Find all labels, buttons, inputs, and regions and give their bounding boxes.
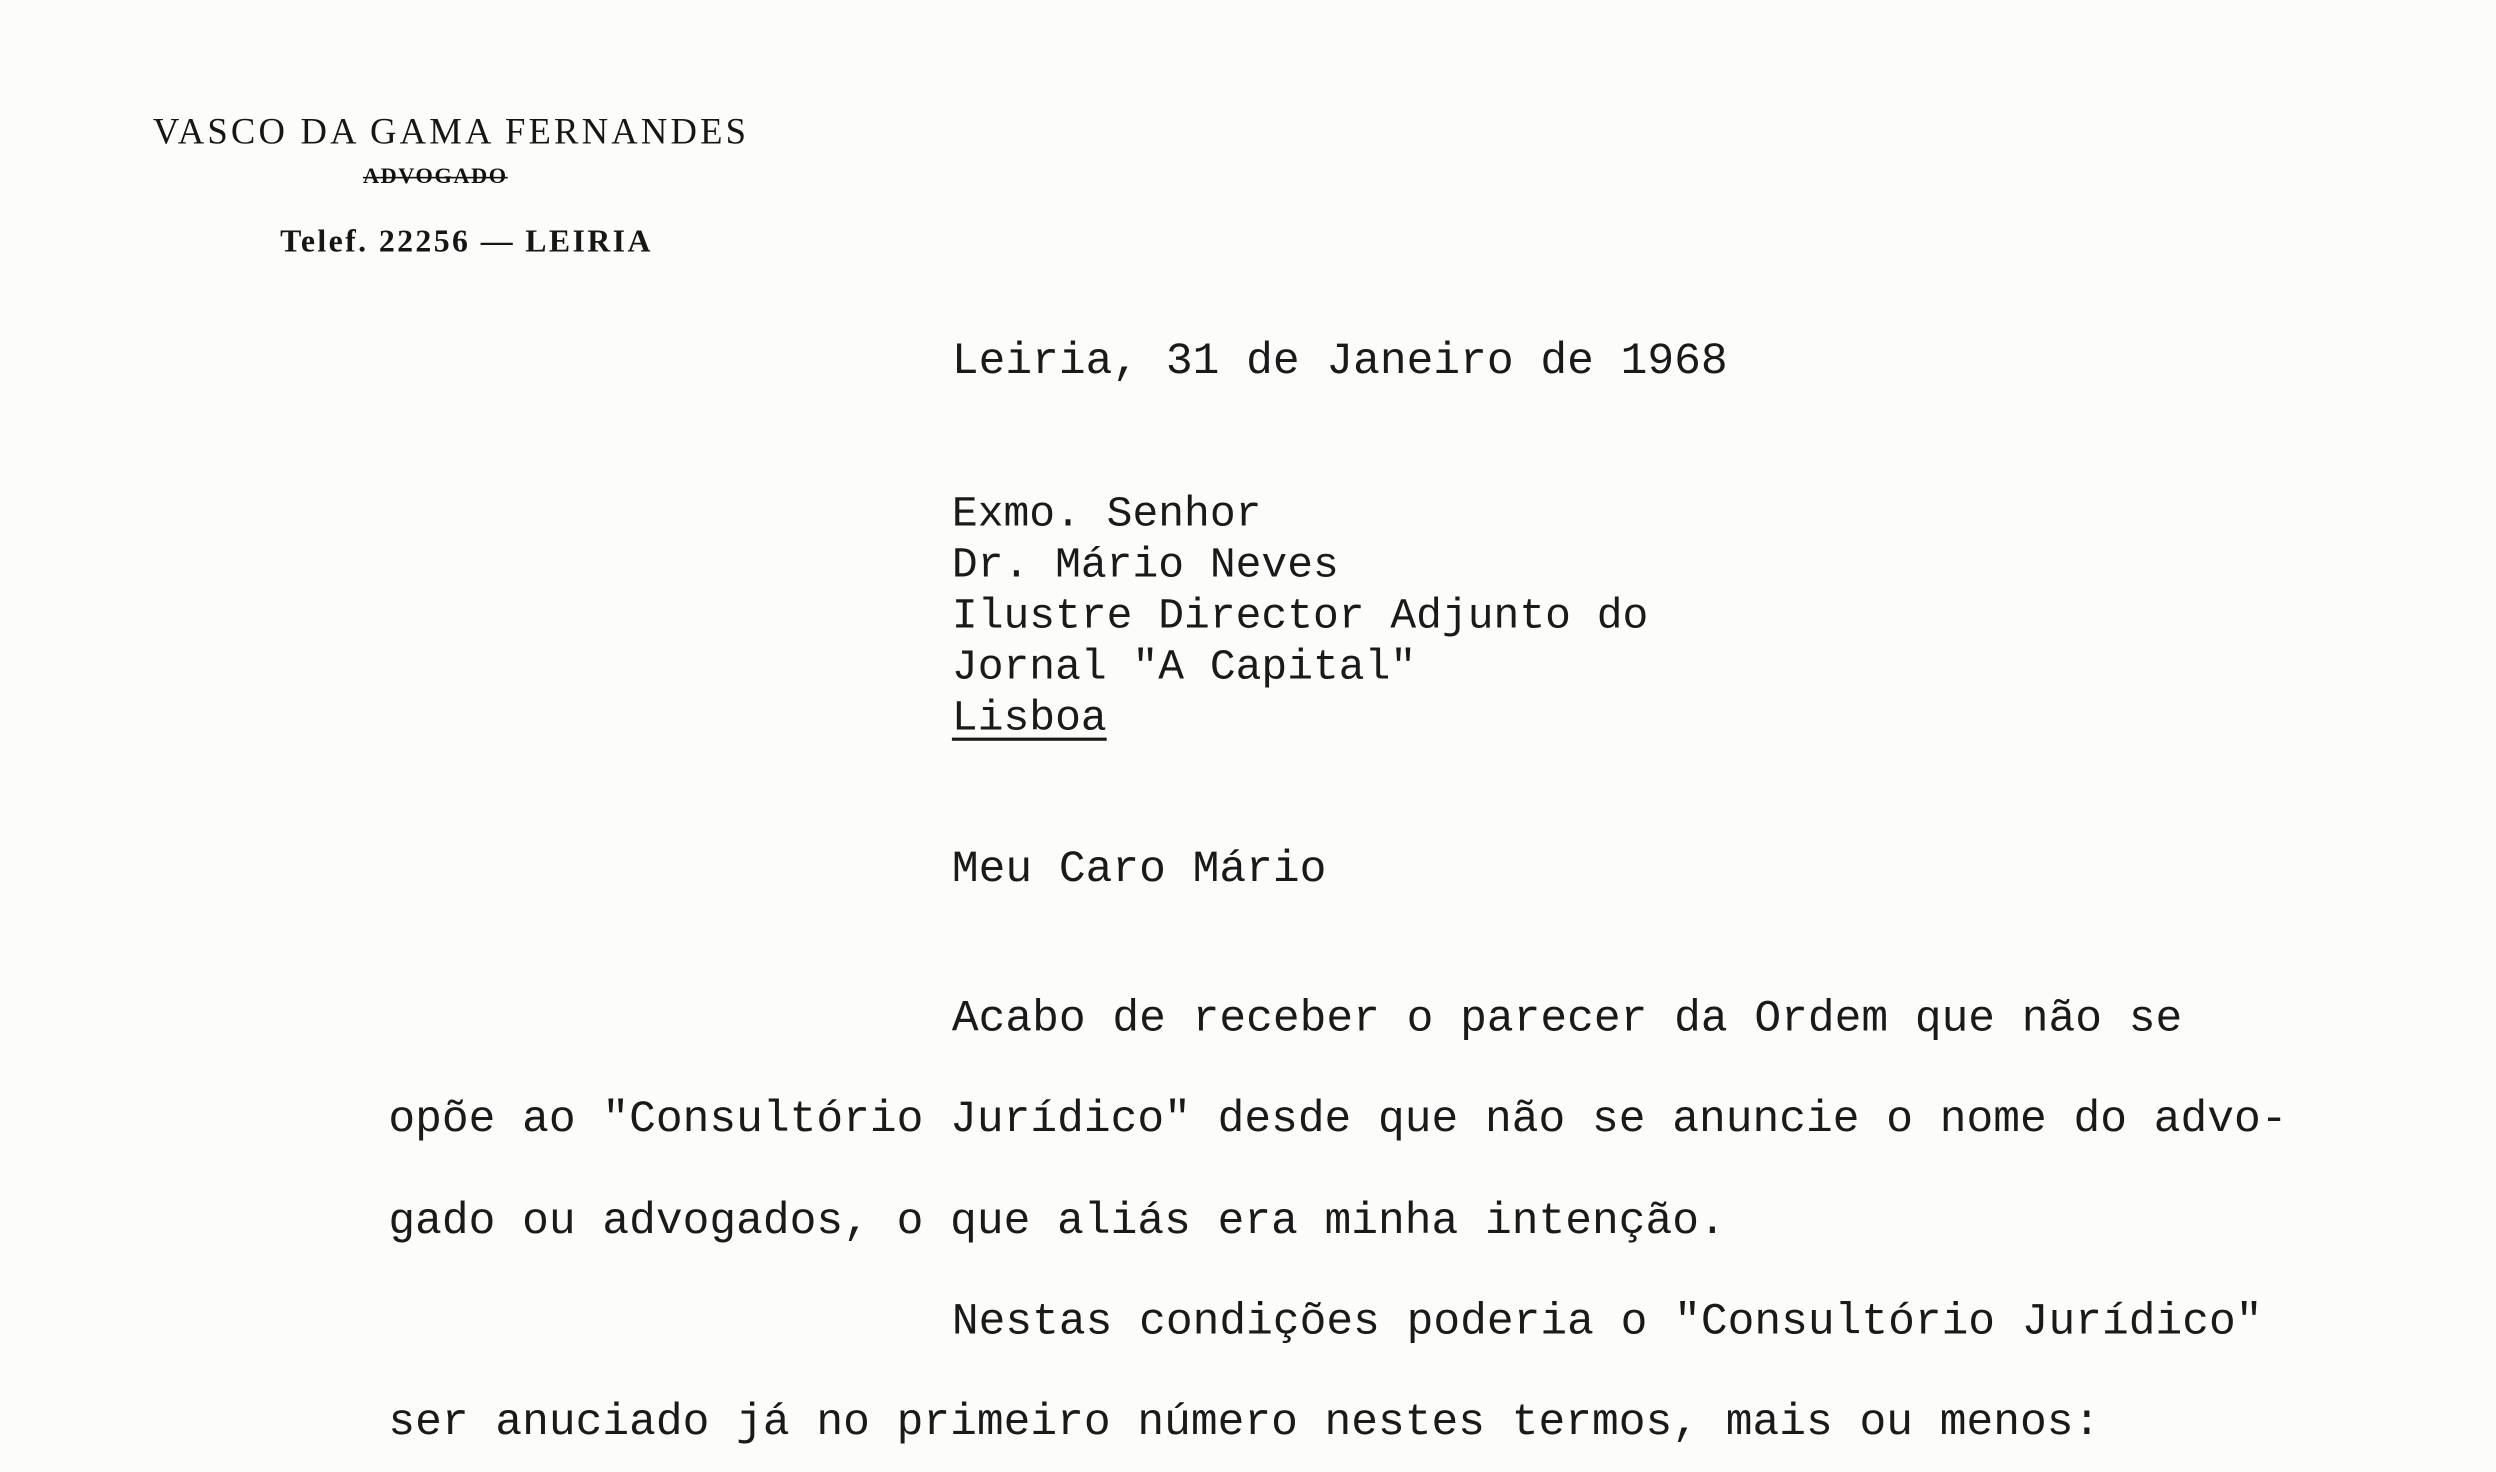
body-line: Nestas condições poderia o "Consultório Jurídico" xyxy=(951,1298,2263,1348)
body-line: opõe ao "Consultório Jurídico" desde que não se anuncie o nome do advo- xyxy=(388,1096,2288,1146)
letterhead-phone: Telef. 22256 — LEIRIA xyxy=(280,224,653,260)
addressee-line: Exmo. Senhor xyxy=(951,492,1262,541)
letterhead-profession: ADVOGADO xyxy=(362,165,508,190)
date-line: Leiria, 31 de Janeiro de 1968 xyxy=(951,337,1728,388)
body-line: Acabo de receber o parecer da Ordem que não se xyxy=(951,995,2183,1046)
addressee-line: Dr. Mário Neves xyxy=(951,543,1339,592)
salutation: Meu Caro Mário xyxy=(951,845,1327,896)
letterhead-name: VASCO DA GAMA FERNANDES xyxy=(152,111,750,152)
addressee-city: Lisboa xyxy=(951,696,1107,744)
body-line: ser anuciado já no primeiro número nestes termos, mais ou menos: xyxy=(388,1398,2101,1449)
body-line: gado ou advogados, o que aliás era minha intenção. xyxy=(388,1197,1726,1248)
addressee-line: Jornal "A Capital" xyxy=(951,645,1417,693)
addressee-line: Ilustre Director Adjunto do xyxy=(951,594,1649,643)
